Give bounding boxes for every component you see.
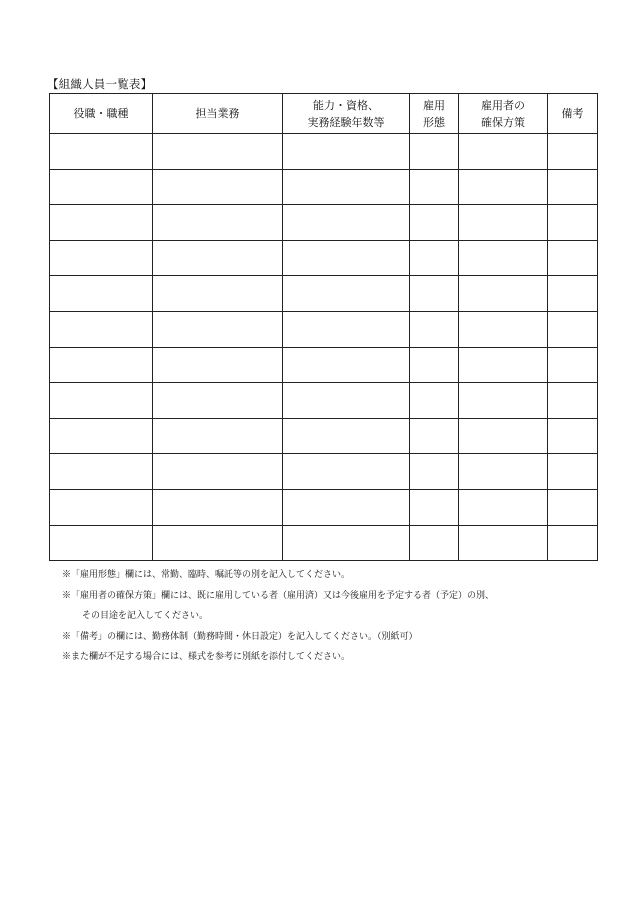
table-body: [50, 134, 598, 561]
table-cell[interactable]: [548, 454, 598, 490]
table-row: [50, 240, 598, 276]
table-cell[interactable]: [50, 276, 153, 312]
table-cell[interactable]: [50, 525, 153, 561]
table-cell[interactable]: [459, 383, 548, 419]
table-cell[interactable]: [548, 134, 598, 170]
table-cell[interactable]: [283, 347, 410, 383]
note-securing-plan: ※「雇用者の確保方策」欄には、既に雇用している者（雇用済）又は今後雇用を予定する者（予定）の別、: [62, 590, 495, 601]
table-row: [50, 311, 598, 347]
table-cell[interactable]: [153, 525, 283, 561]
table-cell[interactable]: [283, 418, 410, 454]
table-cell[interactable]: [153, 418, 283, 454]
table-cell[interactable]: [410, 240, 459, 276]
table-cell[interactable]: [459, 418, 548, 454]
table-cell[interactable]: [410, 205, 459, 241]
table-cell[interactable]: [283, 383, 410, 419]
table-cell[interactable]: [283, 311, 410, 347]
table-cell[interactable]: [283, 276, 410, 312]
table-row: [50, 347, 598, 383]
table-row: [50, 169, 598, 205]
table-row: [50, 489, 598, 525]
header-line: 確保方策: [481, 115, 525, 129]
header-staff-securing-plan: [459, 94, 548, 134]
notes-section: [62, 565, 494, 668]
table-cell[interactable]: [50, 205, 153, 241]
table-row: [50, 454, 598, 490]
table-cell[interactable]: [410, 347, 459, 383]
table-cell[interactable]: [548, 205, 598, 241]
table-cell[interactable]: [283, 134, 410, 170]
table-cell[interactable]: [459, 276, 548, 312]
header-line: 雇用: [423, 98, 445, 112]
table-cell[interactable]: [410, 418, 459, 454]
table-row: [50, 525, 598, 561]
table-cell[interactable]: [548, 276, 598, 312]
table-row: [50, 134, 598, 170]
table-cell[interactable]: [50, 134, 153, 170]
table-cell[interactable]: [548, 347, 598, 383]
note-attachment: ※また欄が不足する場合には、様式を参考に別紙を添付してください。: [62, 652, 351, 662]
header-line: 担当業務: [195, 107, 240, 120]
table-cell[interactable]: [153, 169, 283, 205]
document-title: 【組織人員一覧表】: [47, 77, 153, 91]
table-cell[interactable]: [153, 383, 283, 419]
table-cell[interactable]: [50, 383, 153, 419]
table-cell[interactable]: [548, 240, 598, 276]
note-employment-type: ※「雇用形態」欄には、常勤、臨時、嘱託等の別を記入してください。: [62, 570, 351, 580]
table-row: [50, 276, 598, 312]
header-line: 役職・職種: [73, 107, 129, 120]
table-cell[interactable]: [410, 134, 459, 170]
table-cell[interactable]: [548, 169, 598, 205]
table-cell[interactable]: [459, 169, 548, 205]
table-cell[interactable]: [50, 240, 153, 276]
table-cell[interactable]: [410, 454, 459, 490]
table-cell[interactable]: [459, 240, 548, 276]
table-cell[interactable]: [548, 418, 598, 454]
table-cell[interactable]: [153, 489, 283, 525]
note-remarks: ※「備考」の欄には、勤務体制（勤務時間・休日設定）を記入してください。（別紙可）: [62, 631, 418, 642]
table-cell[interactable]: [283, 169, 410, 205]
header-line: 備考: [561, 107, 584, 120]
table-cell[interactable]: [410, 525, 459, 561]
table-cell[interactable]: [410, 489, 459, 525]
table-cell[interactable]: [410, 383, 459, 419]
table-cell[interactable]: [410, 311, 459, 347]
note-securing-plan-continued: その目途を記入してください。: [82, 611, 209, 621]
table-cell[interactable]: [50, 418, 153, 454]
table-cell[interactable]: [459, 347, 548, 383]
header-line: 形態: [423, 115, 445, 129]
header-position-job-type: [50, 94, 153, 134]
table-cell[interactable]: [410, 169, 459, 205]
table-cell[interactable]: [153, 454, 283, 490]
table-row: [50, 205, 598, 241]
table-cell[interactable]: [459, 134, 548, 170]
table-cell[interactable]: [153, 276, 283, 312]
table-cell[interactable]: [153, 311, 283, 347]
table-cell[interactable]: [50, 489, 153, 525]
table-cell[interactable]: [283, 489, 410, 525]
table-cell[interactable]: [410, 276, 459, 312]
table-cell[interactable]: [50, 454, 153, 490]
table-cell[interactable]: [153, 347, 283, 383]
header-line: 実務経験年数等: [307, 115, 385, 129]
table-cell[interactable]: [50, 347, 153, 383]
table-cell[interactable]: [548, 489, 598, 525]
table-row: [50, 418, 598, 454]
table-cell[interactable]: [50, 311, 153, 347]
header-assigned-duties: [153, 94, 283, 134]
table-row: [50, 383, 598, 419]
header-remarks: [548, 94, 598, 134]
table-cell[interactable]: [283, 240, 410, 276]
header-employment-type: [410, 94, 459, 134]
header-qualifications-experience: [283, 94, 410, 134]
table-cell[interactable]: [548, 525, 598, 561]
header-line: 能力・資格、: [313, 98, 379, 112]
table-cell[interactable]: [459, 205, 548, 241]
table-header-row: [50, 94, 598, 134]
table-cell[interactable]: [283, 205, 410, 241]
table-cell[interactable]: [459, 489, 548, 525]
table-cell[interactable]: [548, 383, 598, 419]
table-cell[interactable]: [459, 454, 548, 490]
table-cell[interactable]: [459, 311, 548, 347]
table-cell[interactable]: [50, 169, 153, 205]
table-cell[interactable]: [153, 240, 283, 276]
table-cell[interactable]: [283, 525, 410, 561]
header-line: 雇用者の: [481, 98, 525, 112]
table-cell[interactable]: [283, 454, 410, 490]
table-cell[interactable]: [548, 311, 598, 347]
table-cell[interactable]: [459, 525, 548, 561]
table-cell[interactable]: [153, 205, 283, 241]
table-cell[interactable]: [153, 134, 283, 170]
organization-staff-table: [49, 93, 598, 561]
